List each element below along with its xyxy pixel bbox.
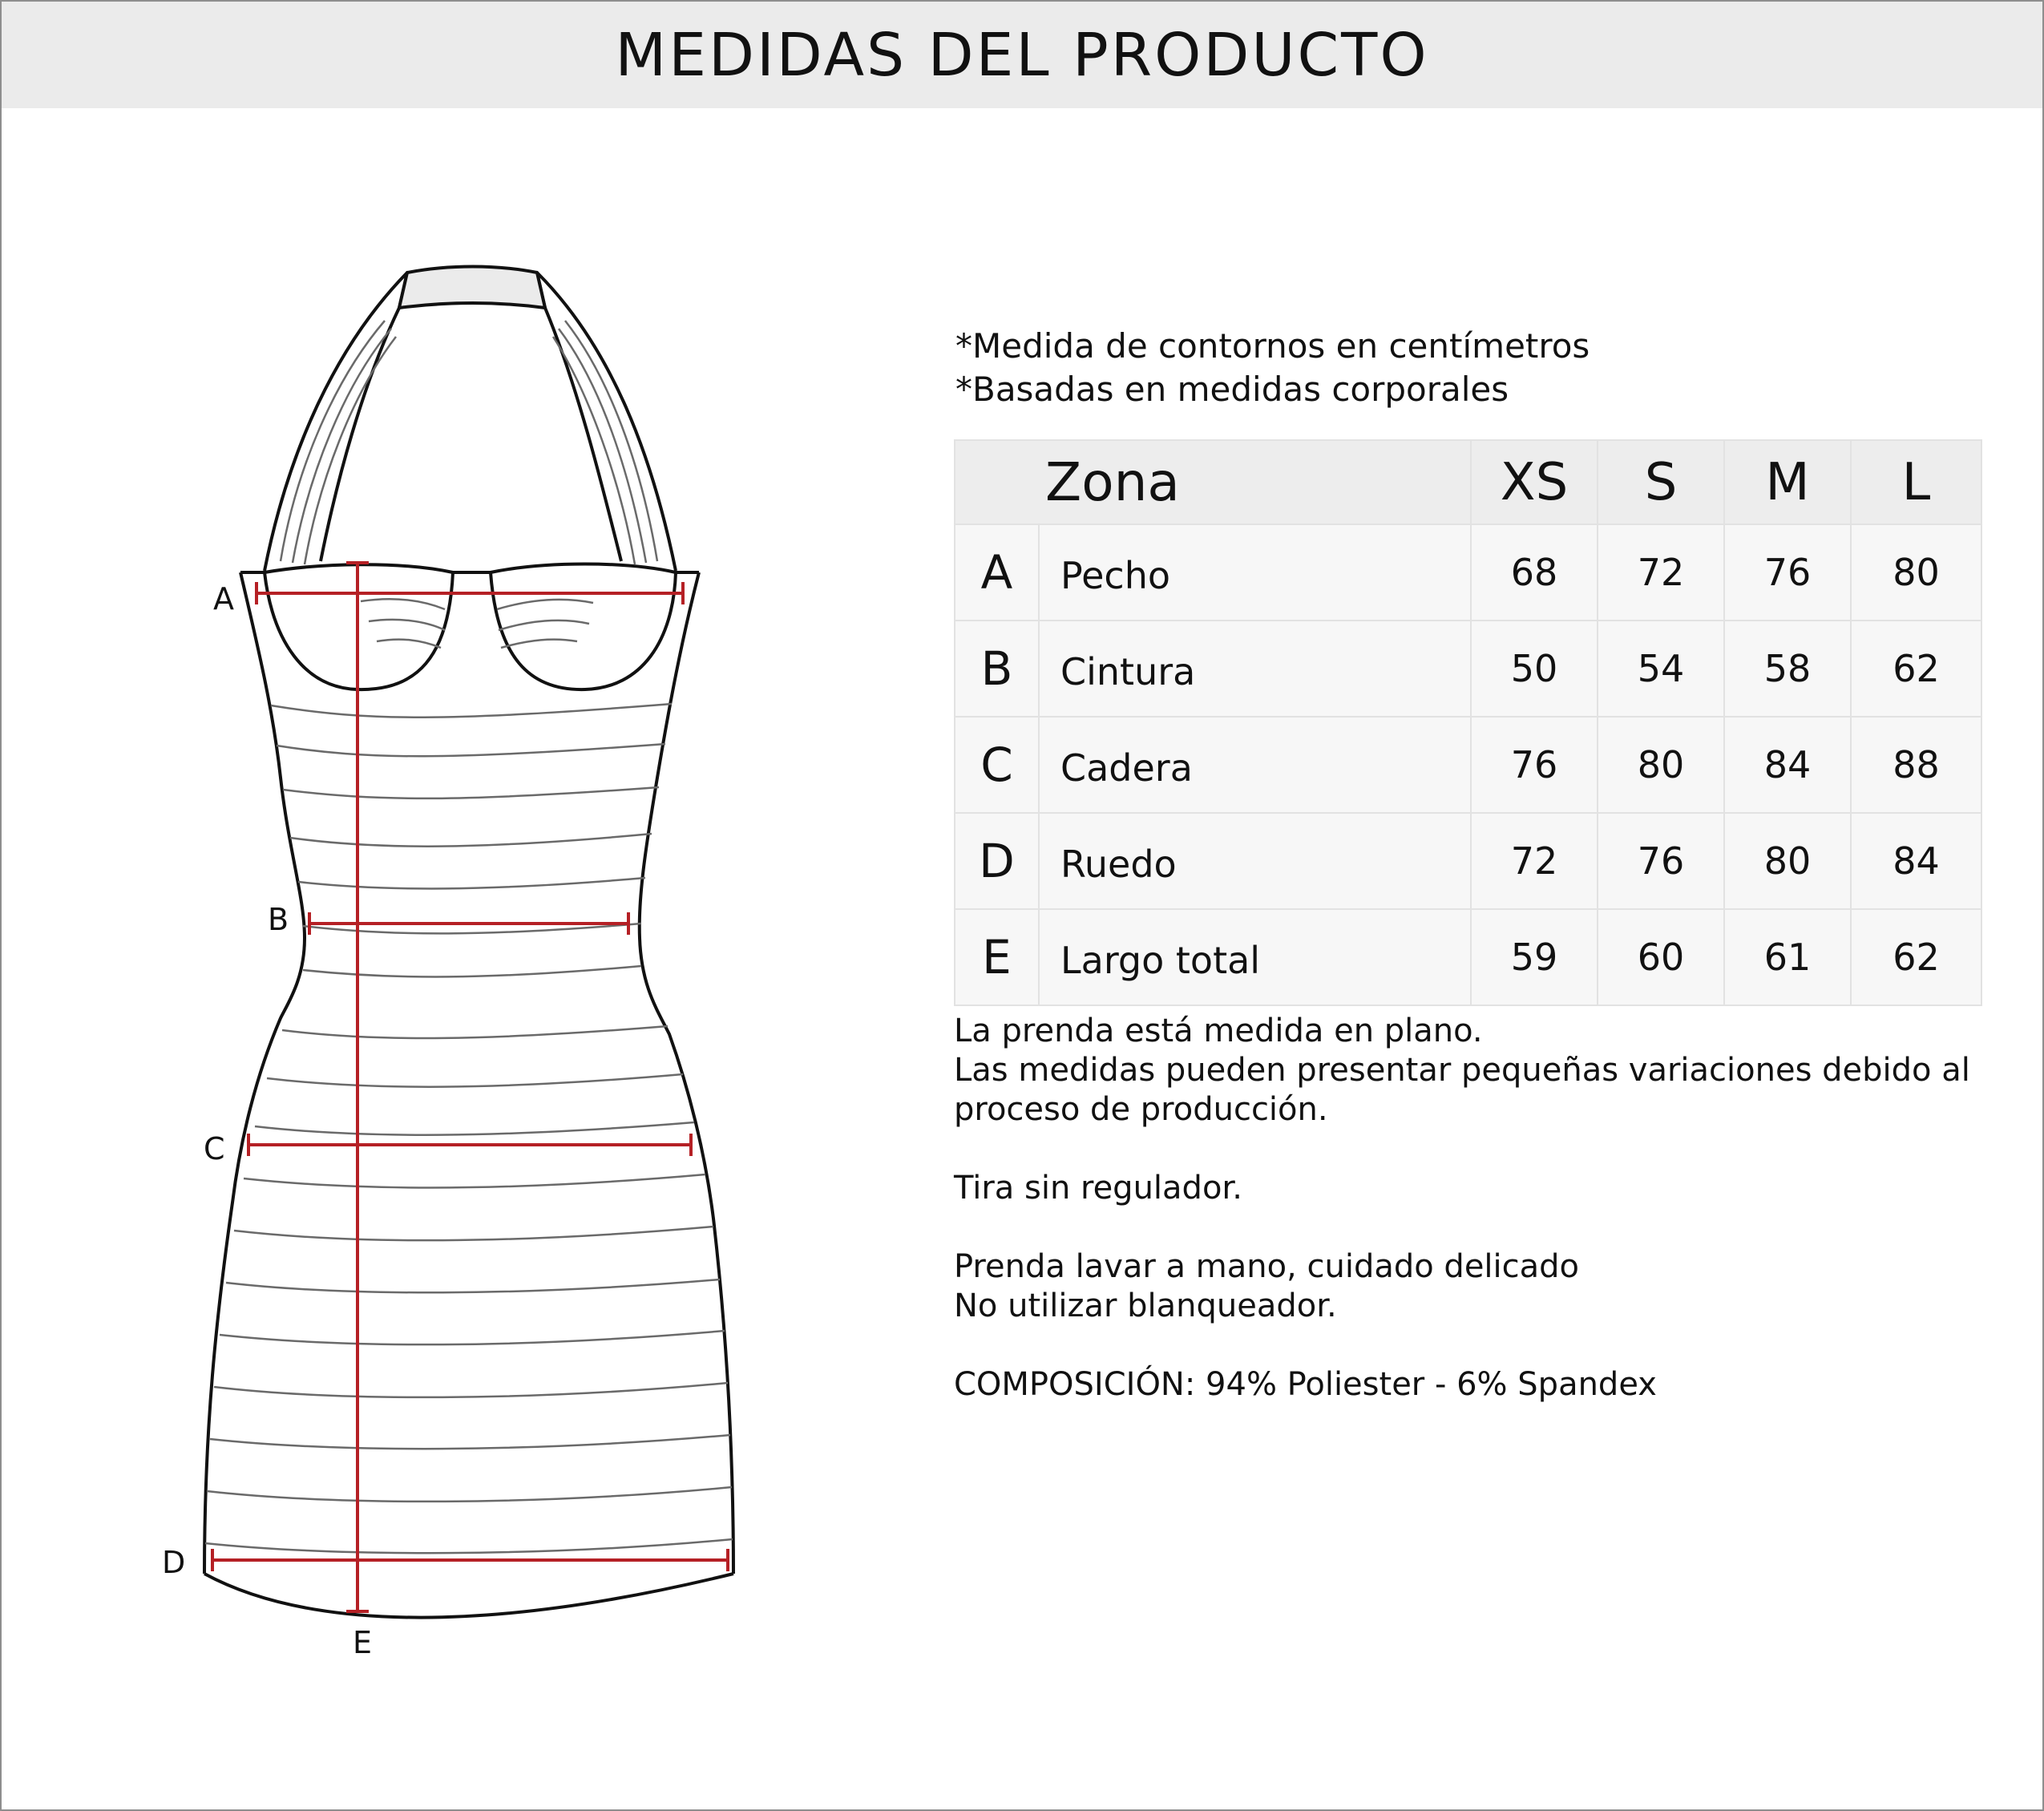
info-line: COMPOSICIÓN: 94% Poliester - 6% Spandex bbox=[954, 1366, 1657, 1403]
measure-labels bbox=[162, 581, 372, 1660]
measured-note bbox=[954, 1012, 1970, 1130]
row-zone: Cintura bbox=[1039, 621, 1471, 717]
row-zone: Pecho bbox=[1039, 524, 1471, 621]
row-value: 58 bbox=[1724, 621, 1851, 717]
row-value: 61 bbox=[1724, 909, 1851, 1005]
info-line: No utilizar blanqueador. bbox=[954, 1288, 1337, 1324]
table-header-row bbox=[955, 440, 1981, 524]
row-value: 62 bbox=[1851, 909, 1981, 1005]
note-line: *Medida de contornos en centímetros bbox=[955, 326, 1590, 366]
page-title: MEDIDAS DEL PRODUCTO bbox=[615, 20, 1429, 90]
info-line: proceso de producción. bbox=[954, 1091, 1328, 1128]
row-letter: A bbox=[955, 524, 1039, 621]
row-value: 84 bbox=[1851, 813, 1981, 909]
label-b: B bbox=[268, 902, 289, 937]
strap-note bbox=[954, 1169, 1970, 1208]
row-value: 84 bbox=[1724, 717, 1851, 813]
info-line: Las medidas pueden presentar pequeñas variaciones debido al bbox=[954, 1052, 1970, 1089]
info-line: La prenda está medida en plano. bbox=[954, 1013, 1483, 1049]
table-header-size: L bbox=[1851, 440, 1981, 524]
table-row bbox=[955, 813, 1981, 909]
row-value: 50 bbox=[1471, 621, 1598, 717]
row-value: 60 bbox=[1598, 909, 1724, 1005]
row-value: 80 bbox=[1851, 524, 1981, 621]
dress-outline bbox=[204, 267, 733, 1618]
row-value: 62 bbox=[1851, 621, 1981, 717]
table-header-size: M bbox=[1724, 440, 1851, 524]
row-value: 54 bbox=[1598, 621, 1724, 717]
label-a: A bbox=[213, 581, 234, 616]
table-header-size: S bbox=[1598, 440, 1724, 524]
note-line: *Basadas en medidas corporales bbox=[955, 370, 1509, 409]
table-header-letter bbox=[955, 440, 1039, 524]
row-value: 80 bbox=[1598, 717, 1724, 813]
row-letter: C bbox=[955, 717, 1039, 813]
row-value: 76 bbox=[1724, 524, 1851, 621]
row-value: 80 bbox=[1724, 813, 1851, 909]
label-c: C bbox=[204, 1131, 225, 1166]
row-value: 76 bbox=[1471, 717, 1598, 813]
row-value: 72 bbox=[1471, 813, 1598, 909]
measurement-notes bbox=[955, 325, 1590, 411]
info-line: Prenda lavar a mano, cuidado delicado bbox=[954, 1248, 1580, 1285]
label-d: D bbox=[162, 1545, 186, 1580]
info-line: Tira sin regulador. bbox=[954, 1170, 1242, 1207]
row-value: 76 bbox=[1598, 813, 1724, 909]
row-zone: Ruedo bbox=[1039, 813, 1471, 909]
row-value: 72 bbox=[1598, 524, 1724, 621]
row-letter: B bbox=[955, 621, 1039, 717]
table-row bbox=[955, 524, 1981, 621]
table-header-zone: Zona bbox=[1039, 440, 1471, 524]
row-value: 68 bbox=[1471, 524, 1598, 621]
table-row bbox=[955, 909, 1981, 1005]
size-table bbox=[954, 439, 1982, 1006]
care-note bbox=[954, 1247, 1970, 1326]
dress-diagram bbox=[0, 0, 922, 1748]
row-letter: D bbox=[955, 813, 1039, 909]
row-value: 88 bbox=[1851, 717, 1981, 813]
row-letter: E bbox=[955, 909, 1039, 1005]
composition-note bbox=[954, 1365, 1970, 1405]
product-info bbox=[954, 1012, 1970, 1444]
table-header-size: XS bbox=[1471, 440, 1598, 524]
table-row bbox=[955, 717, 1981, 813]
label-e: E bbox=[353, 1625, 373, 1660]
row-value: 59 bbox=[1471, 909, 1598, 1005]
row-zone: Largo total bbox=[1039, 909, 1471, 1005]
row-zone: Cadera bbox=[1039, 717, 1471, 813]
table-row bbox=[955, 621, 1981, 717]
